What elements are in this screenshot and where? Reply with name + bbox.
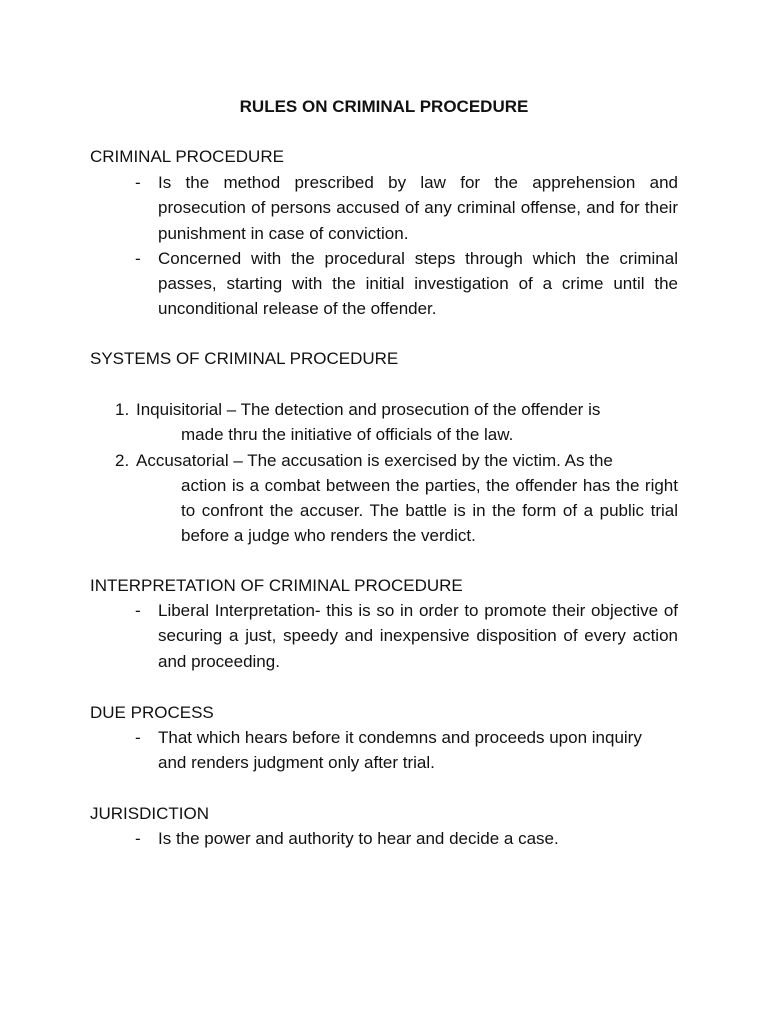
bullet-text: Is the power and authority to hear and decide a case. xyxy=(158,829,559,848)
list-item xyxy=(90,826,678,851)
bullet-text: Liberal Interpretation- this is so in order to promote their objective of securing a just, speedy and inexpensive disposition of every action and proceeding. xyxy=(158,601,678,671)
section-heading-due-process: DUE PROCESS xyxy=(90,703,214,722)
bullet-text: That which hears before it condemns and proceeds upon inquiry and renders judgment only after trial. xyxy=(158,728,642,773)
list-item-continuation: action is a combat between the parties, the offender has the right to confront the accuser. The battle is in the form of a public trial before a judge who renders the verdict. xyxy=(181,475,678,546)
section-heading-systems: SYSTEMS OF CRIMINAL PROCEDURE xyxy=(90,349,399,368)
bullet-text: Concerned with the procedural steps through which the criminal passes, starting with the initial investigation of a crime until the unconditional release of the offender. xyxy=(158,248,678,319)
list-item-first-line: Accusatorial – The accusation is exercised by the victim. As the xyxy=(136,450,613,470)
list-item xyxy=(90,246,678,322)
dash-marker: - xyxy=(135,728,141,747)
bullet-text: Is the method prescribed by law for the apprehension and prosecution of persons accused of any criminal offense, and for their punishment in case of conviction. xyxy=(158,173,678,243)
dash-marker: - xyxy=(135,248,141,268)
interpretation-bullet-list xyxy=(90,598,678,674)
due-process-bullet-list xyxy=(90,725,650,776)
section-heading-jurisdiction: JURISDICTION xyxy=(90,804,209,823)
criminal-procedure-bullet-list xyxy=(90,170,678,322)
document-title: RULES ON CRIMINAL PROCEDURE xyxy=(239,97,529,116)
list-item xyxy=(90,397,678,448)
list-item-first-line: Inquisitorial – The detection and prosecution of the offender is xyxy=(136,400,601,419)
list-item xyxy=(90,598,678,674)
list-item-continuation: made thru the initiative of officials of the law. xyxy=(181,425,514,445)
systems-numbered-list xyxy=(90,397,678,549)
list-number: 1. xyxy=(115,400,130,419)
list-item xyxy=(90,170,678,246)
list-item xyxy=(90,448,678,549)
dash-marker: - xyxy=(135,173,141,192)
list-number: 2. xyxy=(115,450,130,470)
section-heading-criminal-procedure: CRIMINAL PROCEDURE xyxy=(90,147,284,166)
dash-marker: - xyxy=(135,601,141,620)
section-heading-interpretation: INTERPRETATION OF CRIMINAL PROCEDURE xyxy=(90,576,463,595)
dash-marker: - xyxy=(135,829,141,848)
jurisdiction-bullet-list xyxy=(90,826,678,851)
list-item xyxy=(90,725,650,776)
